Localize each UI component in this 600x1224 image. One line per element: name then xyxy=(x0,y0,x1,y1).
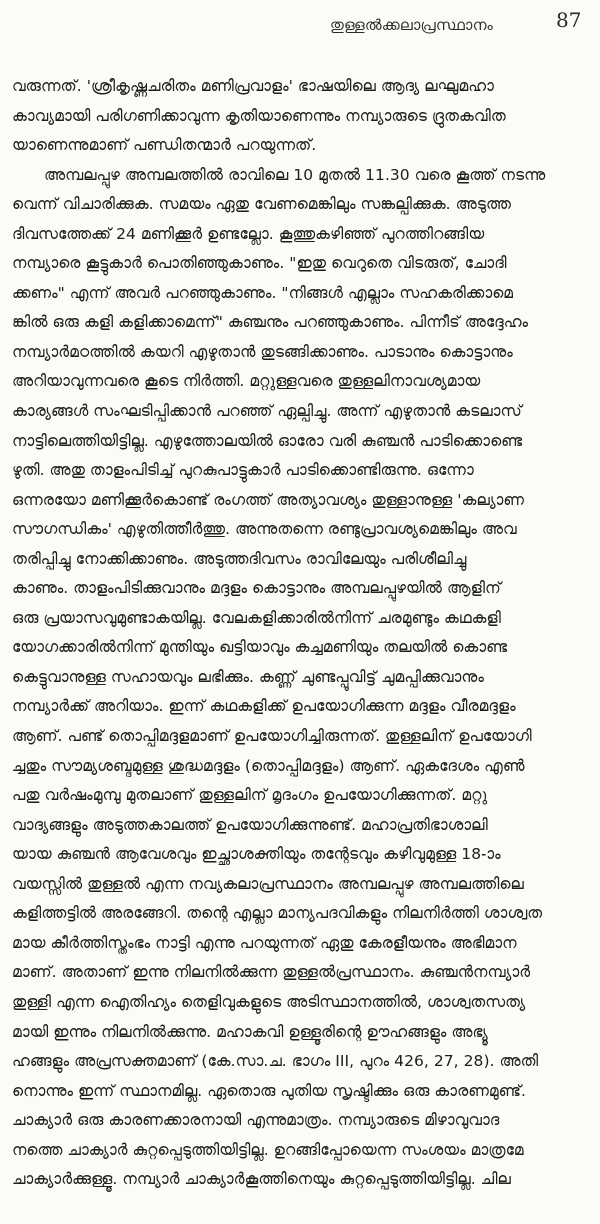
text-line: വരുന്നത്. 'ശ്രീകൃഷ്ണചരിതം മണിപ്രവാളം' ഭാഷയിലെ ആദ്യ ലഘുമഹാ xyxy=(12,77,494,95)
text-line: ദിവസത്തേക്ക് 24 മണിക്കൂർ ഉണ്ടല്ലോ. കൂത്തുകഴിഞ്ഞ് പുറത്തിറങ്ങിയ xyxy=(12,224,485,243)
text-line: കാണും. താളംപിടിക്കുവാനും മദ്ദളം കൊട്ടാനും അമ്പലപ്പുഴയിൽ ആളിന് xyxy=(12,579,501,598)
text-line: ആണ്. പണ്ട് തൊപ്പിമദ്ദളമാണ് ഉപയോഗിച്ചിരുന്നത്. തുള്ളലിന് ഉപയോഗി xyxy=(12,727,532,746)
text-line: ഒന്നരയോ മണിക്കൂർകൊണ്ട് രംഗത്ത് അത്യാവശ്യം തുള്ളാനുള്ള 'കല്യാണ xyxy=(12,490,525,509)
text-line: സൗഗന്ധികം' എഴുതിത്തീർത്തു. അന്നുതന്നെ രണ്ടുപ്രാവശ്യമെങ്കിലും അവ xyxy=(12,520,517,539)
text-line: കെട്ടുവാനുള്ള സഹായവും ലഭിക്കും. കണ്ണ് ചുണ്ടപ്പൂവിട്ട് ചുമപ്പിക്കുവാനും xyxy=(12,667,484,686)
text-line: മായി ഇന്നും നിലനിൽക്കുന്നു. മഹാകവി ഉള്ളൂരിന്റെ ഊഹങ്ങളും അഭ്യൂ xyxy=(12,1022,488,1041)
text-line: നൊന്നും ഇന്ന് സ്ഥാനമില്ല. ഏതൊരു പുതിയ സൃഷ്ടിക്കും ഒരു കാരണമുണ്ട്. xyxy=(12,1081,527,1100)
text-line: യായ കുഞ്ചൻ ആവേശവും ഇച്ഛാശക്തിയും തന്റേടവും കഴിവുമുള്ള 18-ാം xyxy=(12,845,501,864)
text-line: തരിപ്പിച്ചു നോക്കിക്കാണും. അടുത്തദിവസം രാവിലേയും പരിശീലിച്ചു xyxy=(12,549,467,568)
text-line: ചാക്യാർ ഒരു കാരണക്കാരനായി എന്നുമാത്രം. നമ്പ്യാരുടെ മിഴാവുവാദ xyxy=(12,1111,500,1130)
text-line: ഹങ്ങളും അപ്രസക്തമാണ് (കേ.സാ.ച. ഭാഗം III, പുറം 426, 27, 28). അതി xyxy=(12,1052,539,1071)
text-line: വയസ്സിൽ തുള്ളൽ എന്ന നവ്യകലാപ്രസ്ഥാനം അമ്പലപ്പുഴ അമ്പലത്തിലെ xyxy=(12,874,524,893)
text-line: ഒരു പ്രയാസവുമുണ്ടാകയില്ല. വേലകളിക്കാരിൽനിന്ന് ചരമുണ്ടും കഥകളി xyxy=(12,608,501,627)
text-line: യാണെന്നുമാണ് പണ്ഡിതന്മാർ പറയുന്നത്. xyxy=(12,136,317,155)
body-text xyxy=(12,72,588,1224)
text-line: വെന്ന് വിചാരിക്കുക. സമയം ഏതു വേണമെങ്കിലും സങ്കല്പിക്കുക. അടുത്ത xyxy=(12,195,511,214)
text-line: ങ്കിൽ ഒരു കളി കളിക്കാമെന്ന്" കുഞ്ചനും പറഞ്ഞുകാണും. പിന്നീട് അദ്ദേഹം xyxy=(12,313,529,332)
paragraph-start-line: അമ്പലപ്പുഴ അമ്പലത്തിൽ രാവിലെ 10 മുതൽ 11.30 വരെ കൂത്ത് നടന്നു xyxy=(44,165,546,184)
text-line: മായ കീർത്തിസ്തംഭം നാട്ടി എന്നു പറയുന്നത് ഏതു കേരളീയനും അഭിമാന xyxy=(12,933,517,952)
text-line: കാവ്യമായി പരിഗണിക്കാവുന്ന കൃതിയാണെന്നും നമ്പ്യാരുടെ ദ്രുതകവിത xyxy=(12,106,506,125)
text-line: ഴുതി. അതു താളംപിടിച്ച് പുറകുപാട്ടുകാർ പാടിക്കൊണ്ടിരുന്നു. ഒന്നോ xyxy=(12,461,474,480)
text-line: തുള്ളി എന്ന ഐതിഹ്യം തെളിവുകളുടെ അടിസ്ഥാനത്തിൽ, ശാശ്വതസത്യ xyxy=(12,992,526,1011)
text-line: നാട്ടിലെത്തിയിട്ടില്ല. എഴുത്തോലയിൽ ഓരോ വരി കുഞ്ചൻ പാടിക്കൊണ്ടെ xyxy=(12,431,523,450)
text-line: വാദ്യങ്ങളും അടുത്തകാലത്ത് ഉപയോഗിക്കുന്നുണ്ട്. മഹാപ്രതിഭാശാലി xyxy=(12,815,488,834)
text-line: ചാക്യാർക്കുള്ളൂ. നമ്പ്യാർ ചാക്യാർകൂത്തിനെയും കുറ്റപ്പെടുത്തിയിട്ടില്ല. ചില xyxy=(12,1170,511,1189)
text-line: നത്തെ ചാക്യാർ കുറ്റപ്പെടുത്തിയിട്ടില്ല. ഉറങ്ങിപ്പോയെന്ന സംശയം മാത്രമേ xyxy=(12,1140,524,1159)
running-header: തുള്ളൽക്കലാപ്രസ്ഥാനം xyxy=(330,16,493,34)
text-line: മാണ്. അതാണ് ഇന്നു നിലനിൽക്കുന്ന തുള്ളൽപ്രസ്ഥാനം. കുഞ്ചൻനമ്പ്യാർ xyxy=(12,963,531,982)
text-line: പതു വർഷംമുമ്പു മുതലാണ് തുള്ളലിന് മൃദംഗം ഉപയോഗിക്കുന്നത്. മറ്റു xyxy=(12,786,488,805)
text-line: കാര്യങ്ങൾ സംഘടിപ്പിക്കാൻ പറഞ്ഞ് ഏല്പിച്ചു. അന്ന് എഴുതാൻ കടലാസ് xyxy=(12,402,522,421)
text-line xyxy=(12,1195,588,1224)
text-line: കളിത്തട്ടിൽ അരങ്ങേറി. തന്റെ എല്ലാ മാന്യപദവികളും നിലനിർത്തി ശാശ്വത xyxy=(12,904,543,923)
text-line: ച്ചതും സൗമ്യശബ്ദമുള്ള ശുദ്ധമദ്ദളം (തൊപ്പിമദ്ദളം) ആണ്. ഏകദേശം എൺ xyxy=(12,756,525,775)
page-number: 87 xyxy=(556,8,582,32)
text-line: ക്കണം" എന്ന് അവർ പറഞ്ഞുകാണും. "നിങ്ങൾ എല്ലാം സഹകരിക്കാമെ xyxy=(12,283,514,302)
text-line: നമ്പ്യാർമഠത്തിൽ കയറി എഴുതാൻ തുടങ്ങിക്കാണും. പാടാനും കൊട്ടാനും xyxy=(12,342,513,361)
text-line: നമ്പ്യാരെ കൂട്ടുകാർ പൊതിഞ്ഞുകാണും. "ഇതു വെറുതെ വിടരുത്, ചോദി xyxy=(12,254,507,273)
text-line: അറിയാവുന്നവരെ കൂടെ നിർത്തി. മറ്റുള്ളവരെ തുള്ളലിനാവശ്യമായ xyxy=(12,372,481,391)
text-line: യോഗക്കാരിൽനിന്ന് മുന്തിയും ഖട്ടിയാവും കച്ചമണിയും തലയിൽ കൊണ്ട xyxy=(12,638,508,657)
text-line: നമ്പ്യാർക്ക് അറിയാം. ഇന്ന് കഥകളിക്ക് ഉപയോഗിക്കുന്ന മദ്ദളം വീരമദ്ദളം xyxy=(12,697,516,716)
